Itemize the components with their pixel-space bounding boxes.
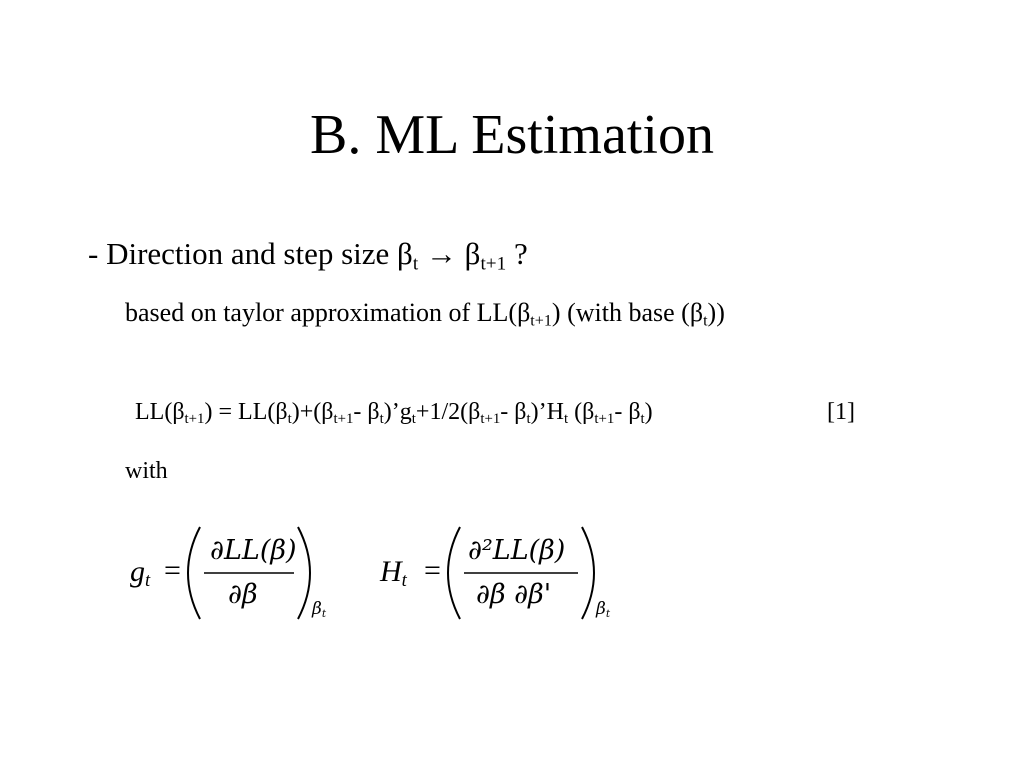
subscript: t [526, 411, 531, 428]
equals-sign: = [424, 554, 441, 587]
right-paren [298, 527, 310, 619]
beta-symbol: β [275, 399, 288, 425]
equation-tag: [1] [827, 399, 855, 425]
slide-title: B. ML Estimation [310, 104, 714, 166]
hessian-formula [378, 515, 638, 635]
taylor-text: ) (with base ( [551, 298, 690, 327]
subscript: t+1 [184, 411, 205, 428]
beta-symbol: β [321, 399, 334, 425]
gradient-lhs [130, 555, 151, 592]
hessian-symbol: H [380, 555, 402, 588]
subscript: t+1 [480, 411, 501, 428]
subscript: t [605, 607, 611, 620]
beta-symbol: β [689, 298, 704, 327]
beta-symbol: β [582, 399, 595, 425]
right-paren [582, 527, 594, 619]
hessian-lhs [380, 555, 407, 592]
beta-symbol: β [312, 599, 322, 619]
subscript: t [411, 411, 416, 428]
equation-segment: ) = LL( [204, 399, 276, 425]
beta-symbol: β [172, 399, 185, 425]
beta-symbol: β [464, 236, 481, 271]
taylor-description [125, 294, 865, 331]
beta-symbol: β [628, 399, 641, 425]
subscript: t [401, 570, 407, 592]
taylor-text: based on taylor approximation of LL( [125, 298, 518, 327]
arrow-symbol: → [418, 236, 465, 271]
beta-symbol: β [596, 599, 606, 619]
beta-symbol: β [514, 399, 527, 425]
beta-symbol: β [517, 298, 531, 327]
equation-segment: +1/2( [415, 399, 469, 425]
subscript: t [703, 312, 708, 330]
gradient-formula [128, 515, 348, 635]
equation-segment: - [614, 399, 629, 425]
subscript: t [287, 411, 292, 428]
subscript: t [145, 570, 151, 592]
equation-segment: LL( [135, 399, 173, 425]
beta-symbol: β [397, 236, 413, 271]
gradient-symbol: g [130, 555, 145, 588]
gradient-numerator: ∂LL(β) [210, 535, 297, 566]
equation-segment: )’H [530, 399, 564, 425]
subscript: t [321, 607, 327, 620]
subscript: t+1 [480, 253, 507, 275]
with-label: with [125, 458, 168, 484]
equals-sign: = [164, 554, 181, 587]
equation-segment: - [353, 399, 368, 425]
subscript: t [563, 411, 569, 428]
subscript: t+1 [333, 411, 354, 428]
equation-body [135, 399, 653, 428]
evaluation-point [312, 601, 326, 618]
evaluation-point [596, 601, 610, 618]
subscript: t [412, 253, 419, 275]
subscript: t+1 [594, 411, 615, 428]
left-paren [188, 527, 200, 619]
hessian-numerator: ∂²LL(β) [468, 535, 566, 566]
taylor-equation [135, 395, 865, 429]
equation-segment: )+( [291, 399, 322, 425]
hessian-denominator: ∂β ∂β' [476, 579, 552, 610]
bullet-direction-step [88, 232, 528, 276]
equation-segment: ) [644, 399, 653, 425]
subscript: t [379, 411, 384, 428]
left-paren [448, 527, 460, 619]
equation-segment: )’g [383, 399, 412, 425]
subscript: t+1 [530, 312, 552, 330]
subscript: t [640, 411, 645, 428]
bullet-suffix: ? [506, 236, 528, 271]
bullet-prefix: - Direction and step size [88, 236, 398, 271]
beta-symbol: β [468, 399, 481, 425]
gradient-denominator: ∂β [228, 579, 258, 610]
equation-segment: ( [568, 399, 583, 425]
beta-symbol: β [367, 399, 380, 425]
taylor-text: )) [707, 298, 725, 327]
equation-segment: - [500, 399, 515, 425]
